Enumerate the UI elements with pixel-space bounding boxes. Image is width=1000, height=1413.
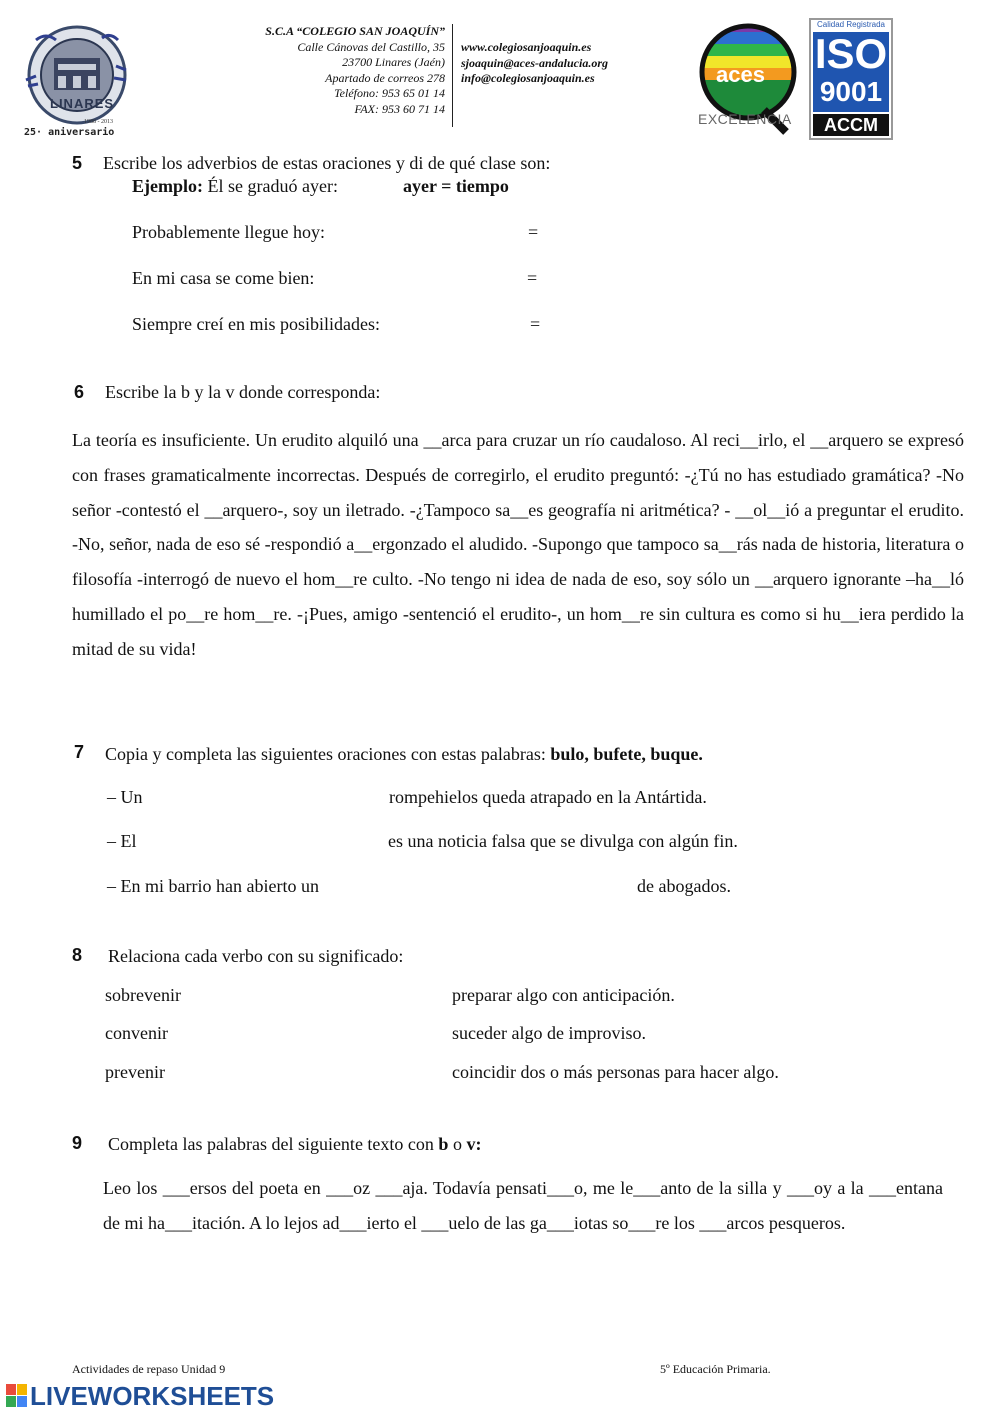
liveworksheets-text: LIVEWORKSHEETS	[30, 1381, 275, 1411]
footer-right: 5º Educación Primaria.	[660, 1362, 771, 1376]
logo-text-anniversary: 25· aniversario	[24, 127, 115, 138]
equals-sign: =	[530, 314, 541, 334]
verb-item: prevenir	[105, 1062, 165, 1082]
iso-logo-accm: ACCM	[813, 114, 889, 136]
question-number: 9	[72, 1133, 83, 1153]
example-label: Ejemplo:	[132, 176, 203, 196]
question-prompt	[105, 744, 703, 765]
prompt-text: Copia y completa las siguientes oraciones con estas palabras:	[105, 744, 551, 764]
address-line: Apartado de correos 278	[325, 70, 445, 85]
question-prompt: Escribe los adverbios de estas oraciones y di de qué clase son:	[103, 153, 551, 173]
example-text: Él se graduó ayer:	[203, 176, 338, 196]
fill-in-paragraph: La teoría es insuficiente. Un erudito alquiló una __arca para cruzar un río caudaloso. Al reci__irlo, el __arquero se expresó con frases gramaticalmente incorrectas. Después de corregirlo, el erudito preguntó: -¿Tú no has estudiado gramática? -No señor -contestó el __arquero-, soy un iletrado. -¿Tampoco sa__es geografía ni aritmética? - __ol__ió a preguntar el erudito. -No, señor, nada de eso sé -respondió a__ergonzado el aludido. -Supongo que tampoco sa__rás nada de historia, literatura o filosofía -interrogó de nuevo el hom__re culto. -No tengo ni idea de nada de eso, soy sólo un __arquero ignorante –ha__ló humillado el po__re hom__re. -¡Pues, amigo -sentenció el erudito-, un hom__re sin cultura es como si hu__iera perdido la mitad de su vida!	[72, 430, 964, 659]
iso-logo	[809, 18, 893, 140]
logo-text-linares: LINARES	[50, 96, 115, 111]
question-number: 8	[72, 945, 83, 965]
sentence-start: – En mi barrio han abierto un	[107, 876, 319, 896]
fill-in-paragraph: Leo los ___ersos del poeta en ___oz ___aja. Todavía pensati___o, me le___anto de la silla y ___oy a la ___entana de mi ha___itación. A lo lejos ad___ierto el ___uelo de las ga___iotas so___re los ___arcos pesqueros.	[103, 1178, 943, 1233]
address-line: Calle Cánovas del Castillo, 35	[297, 39, 445, 54]
school-logo	[22, 20, 132, 140]
question-prompt	[108, 1134, 481, 1155]
web-line: sjoaquin@aces-andalucia.org	[461, 55, 608, 70]
web-line: www.colegiosanjoaquin.es	[461, 40, 592, 54]
school-address	[180, 24, 445, 117]
address-line: 23700 Linares (Jaén)	[342, 55, 445, 69]
aces-logo	[694, 18, 806, 140]
verb-item: convenir	[105, 1023, 168, 1043]
question-number: 7	[74, 742, 85, 762]
question-number: 6	[74, 382, 85, 402]
aces-logo-text: aces	[716, 62, 765, 87]
web-line: info@colegiosanjoaquin.es	[461, 71, 595, 85]
equals-sign: =	[527, 268, 538, 288]
word-bank: bulo, bufete, buque.	[550, 744, 703, 764]
sentence-start: – El	[107, 831, 137, 851]
question-prompt: Relaciona cada verbo con su significado:	[108, 946, 404, 966]
adverb-sentence: Probablemente llegue hoy:	[132, 222, 325, 242]
address-line: FAX: 953 60 71 14	[354, 101, 445, 116]
sentence-end: rompehielos queda atrapado en la Antártida.	[389, 787, 707, 807]
school-crest-icon	[22, 20, 132, 140]
iso-logo-top: Calidad Registrada	[816, 20, 886, 29]
logo-text-years: 1988 - 2013	[84, 119, 113, 125]
school-name: S.C.A “COLEGIO SAN JOAQUÍN”	[265, 24, 445, 38]
adverb-sentence: En mi casa se come bien:	[132, 268, 315, 288]
question-prompt: Escribe la b y la v donde corresponda:	[105, 382, 381, 402]
question-number: 5	[72, 153, 83, 173]
letter-b: b	[438, 1134, 449, 1154]
sentence-end: es una noticia falsa que se divulga con algún fin.	[388, 831, 738, 851]
adverb-sentence: Siempre creí en mis posibilidades:	[132, 314, 380, 334]
prompt-connector: o	[448, 1134, 467, 1154]
sentence-end: de abogados.	[637, 876, 731, 896]
letter-v: v:	[466, 1134, 482, 1154]
aces-logo-caption: EXCELENCIA	[698, 111, 792, 127]
equals-sign: =	[528, 222, 539, 242]
liveworksheets-logo-icon	[6, 1384, 28, 1408]
prompt-text: Completa las palabras del siguiente texto con	[108, 1134, 439, 1154]
meaning-item: suceder algo de improviso.	[452, 1023, 646, 1043]
sentence-start: – Un	[107, 787, 143, 807]
iso-logo-iso: ISO	[814, 30, 888, 77]
address-line: Teléfono: 953 65 01 14	[334, 86, 445, 100]
header-divider	[452, 24, 453, 127]
iso-logo-number: 9001	[819, 76, 883, 107]
school-contacts	[461, 40, 608, 87]
verb-item: sobrevenir	[105, 985, 181, 1005]
footer-left: Actividades de repaso Unidad 9	[72, 1362, 226, 1376]
example-line	[132, 176, 338, 197]
meaning-item: coincidir dos o más personas para hacer algo.	[452, 1062, 779, 1082]
meaning-item: preparar algo con anticipación.	[452, 985, 675, 1005]
example-answer: ayer = tiempo	[403, 176, 509, 196]
